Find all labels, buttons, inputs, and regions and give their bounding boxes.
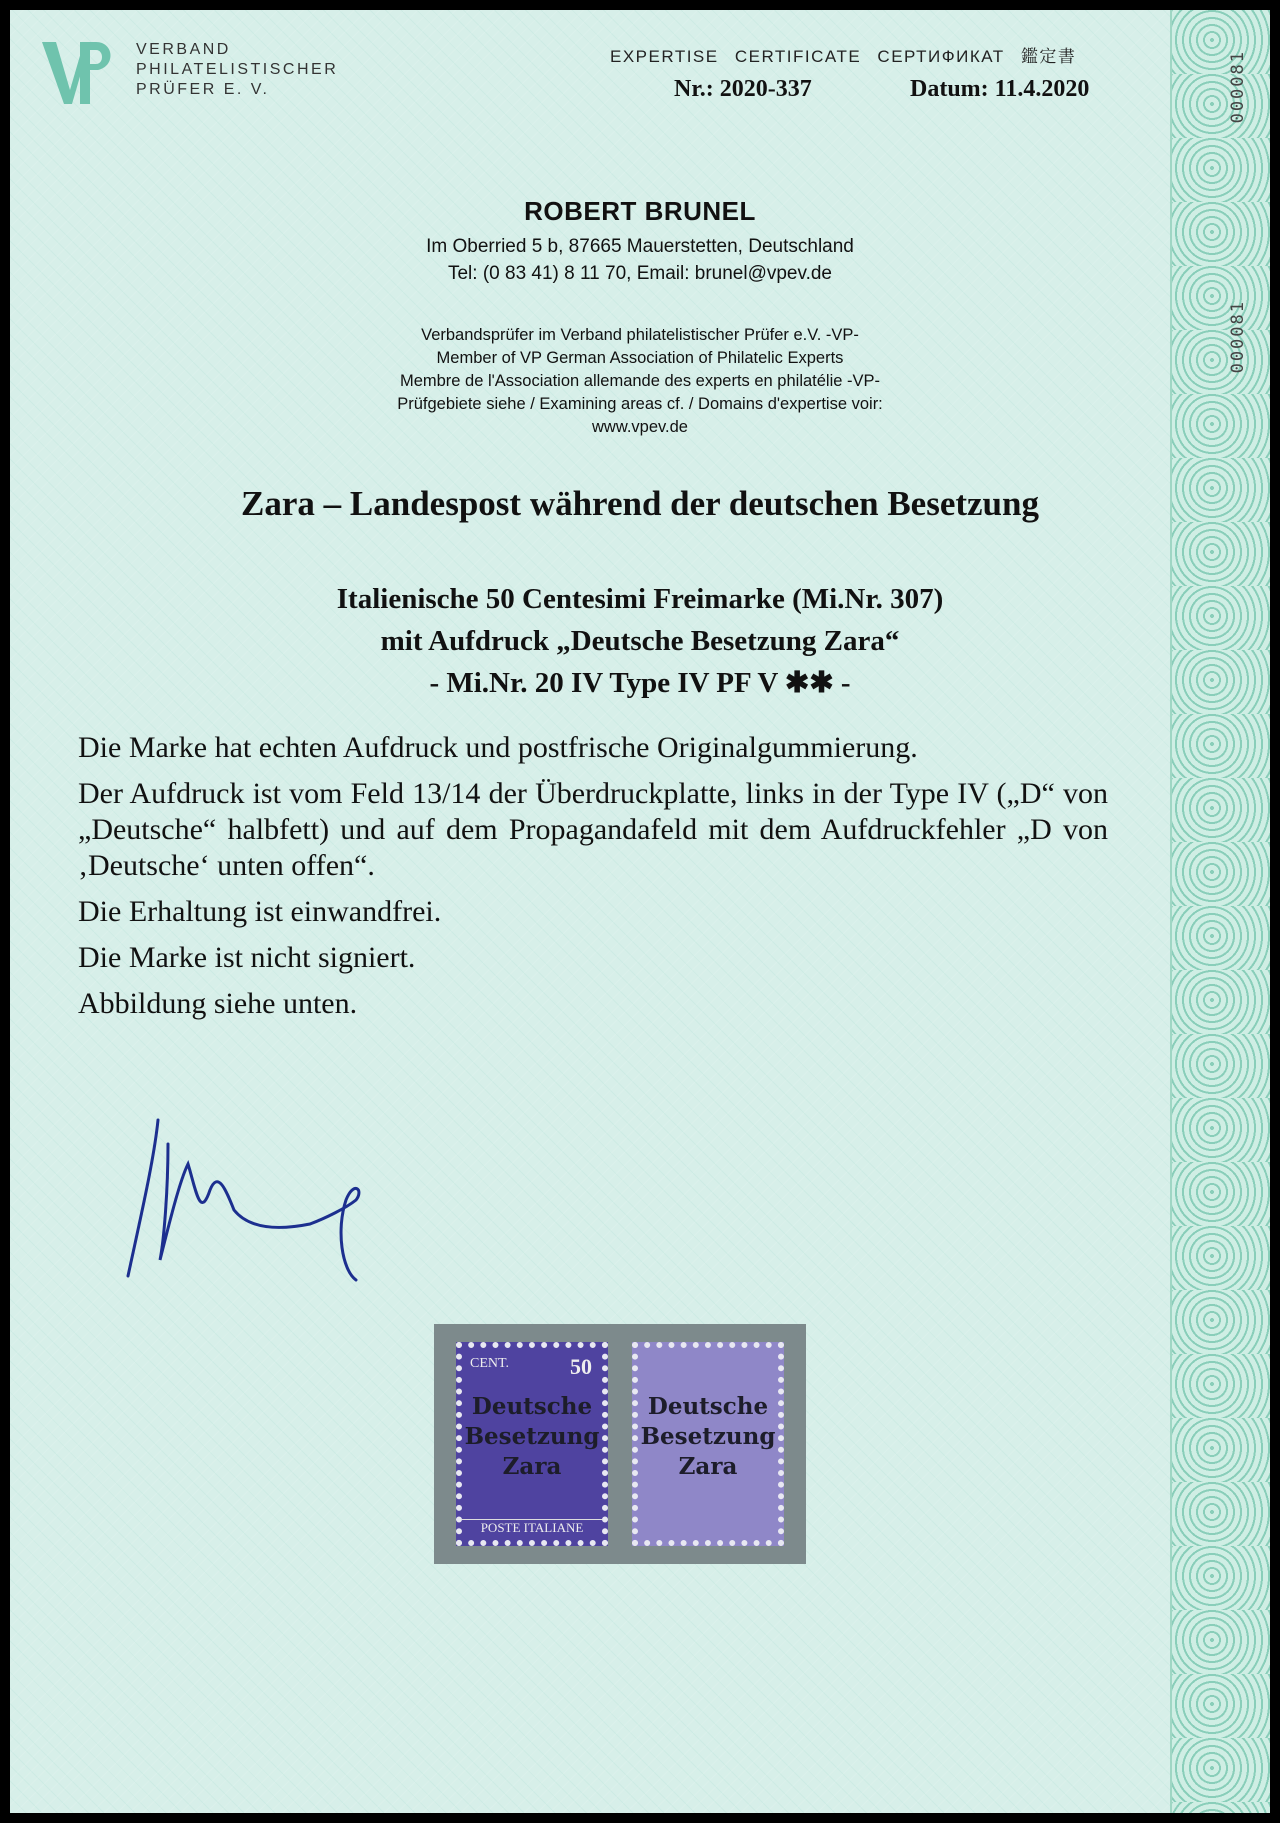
handwritten-signature <box>110 1100 430 1300</box>
expert-block <box>10 196 1270 287</box>
expert-address: Im Oberried 5 b, 87665 Mauerstetten, Deutschland <box>426 236 854 257</box>
body-paragraph: Die Marke ist nicht signiert. <box>78 941 416 974</box>
body-paragraph: Die Erhaltung ist einwandfrei. <box>78 895 442 928</box>
affiliation-line: Member of VP German Association of Philatelic Experts <box>436 349 844 367</box>
subtitle-line: mit Aufdruck „Deutsche Besetzung Zara“ <box>380 625 900 657</box>
certificate-sheet <box>10 10 1270 1813</box>
affiliation-line: Verbandsprüfer im Verband philatelistischer Prüfer e.V. -VP- <box>421 326 859 344</box>
stamp-inscription: POSTE ITALIANE <box>462 1519 602 1536</box>
body-paragraph: Der Aufdruck ist vom Feld 13/14 der Überdruckplatte, links in der Type IV („D“ von „Deutsche“ halbfett) und auf dem Propagandafeld mit dem Aufdruckfehler „D von ‚Deutsche‘ unten offen“. <box>78 777 1108 882</box>
affiliation-line: www.vpev.de <box>592 418 688 436</box>
certificate-date: Datum: 11.4.2020 <box>910 76 1090 102</box>
propaganda-label <box>632 1342 784 1546</box>
stamp-description <box>10 578 1270 704</box>
association-name <box>136 40 338 100</box>
overprint-line: Zara <box>502 1453 562 1480</box>
stamp-cent-label: CENT. <box>470 1356 510 1371</box>
affiliation-block <box>10 324 1270 439</box>
association-line-1: VERBAND <box>136 41 231 58</box>
overprint-line: Besetzung <box>640 1423 776 1450</box>
overprint-line: Deutsche <box>647 1393 769 1420</box>
expert-name: ROBERT BRUNEL <box>524 196 756 226</box>
stamp-image <box>434 1324 806 1564</box>
expert-contact: Tel: (0 83 41) 8 11 70, Email: brunel@vpev.de <box>447 263 833 284</box>
body-paragraph: Die Marke hat echten Aufdruck und postfrische Originalgummierung. <box>78 731 918 764</box>
label-overprint <box>638 1392 778 1482</box>
subtitle-line: - Mi.Nr. 20 IV Type IV PF V ✱✱ - <box>429 667 851 699</box>
overprint-line: Besetzung <box>464 1423 600 1450</box>
certificate-body <box>78 730 1108 1032</box>
overprint-line: Deutsche <box>471 1393 593 1420</box>
association-line-2: PHILATELISTISCHER <box>136 61 339 78</box>
certificate-title: Zara – Landespost während der deutschen Besetzung <box>241 484 1039 523</box>
subtitle-line: Italienische 50 Centesimi Freimarke (Mi.Nr. 307) <box>336 583 944 615</box>
certificate-number: Nr.: 2020-337 <box>674 76 812 102</box>
serial-number-top: 000081 <box>1228 50 1248 124</box>
postage-stamp <box>456 1342 608 1546</box>
affiliation-line: Prüfgebiete siehe / Examining areas cf. / Domains d'expertise voir: <box>397 395 883 413</box>
association-line-3: PRÜFER E. V. <box>136 81 270 98</box>
stamp-overprint <box>462 1392 602 1482</box>
certificate-types: EXPERTISE CERTIFICATE СЕРТИФИКАТ 鑑定書 <box>610 47 1077 66</box>
vp-logo <box>40 36 118 108</box>
serial-number-second: 000081 <box>1228 300 1248 374</box>
overprint-line: Zara <box>678 1453 738 1480</box>
affiliation-line: Membre de l'Association allemande des experts en philatélie -VP- <box>399 372 881 390</box>
body-paragraph: Abbildung siehe unten. <box>78 987 358 1020</box>
stamp-value: 50 <box>570 1354 592 1379</box>
